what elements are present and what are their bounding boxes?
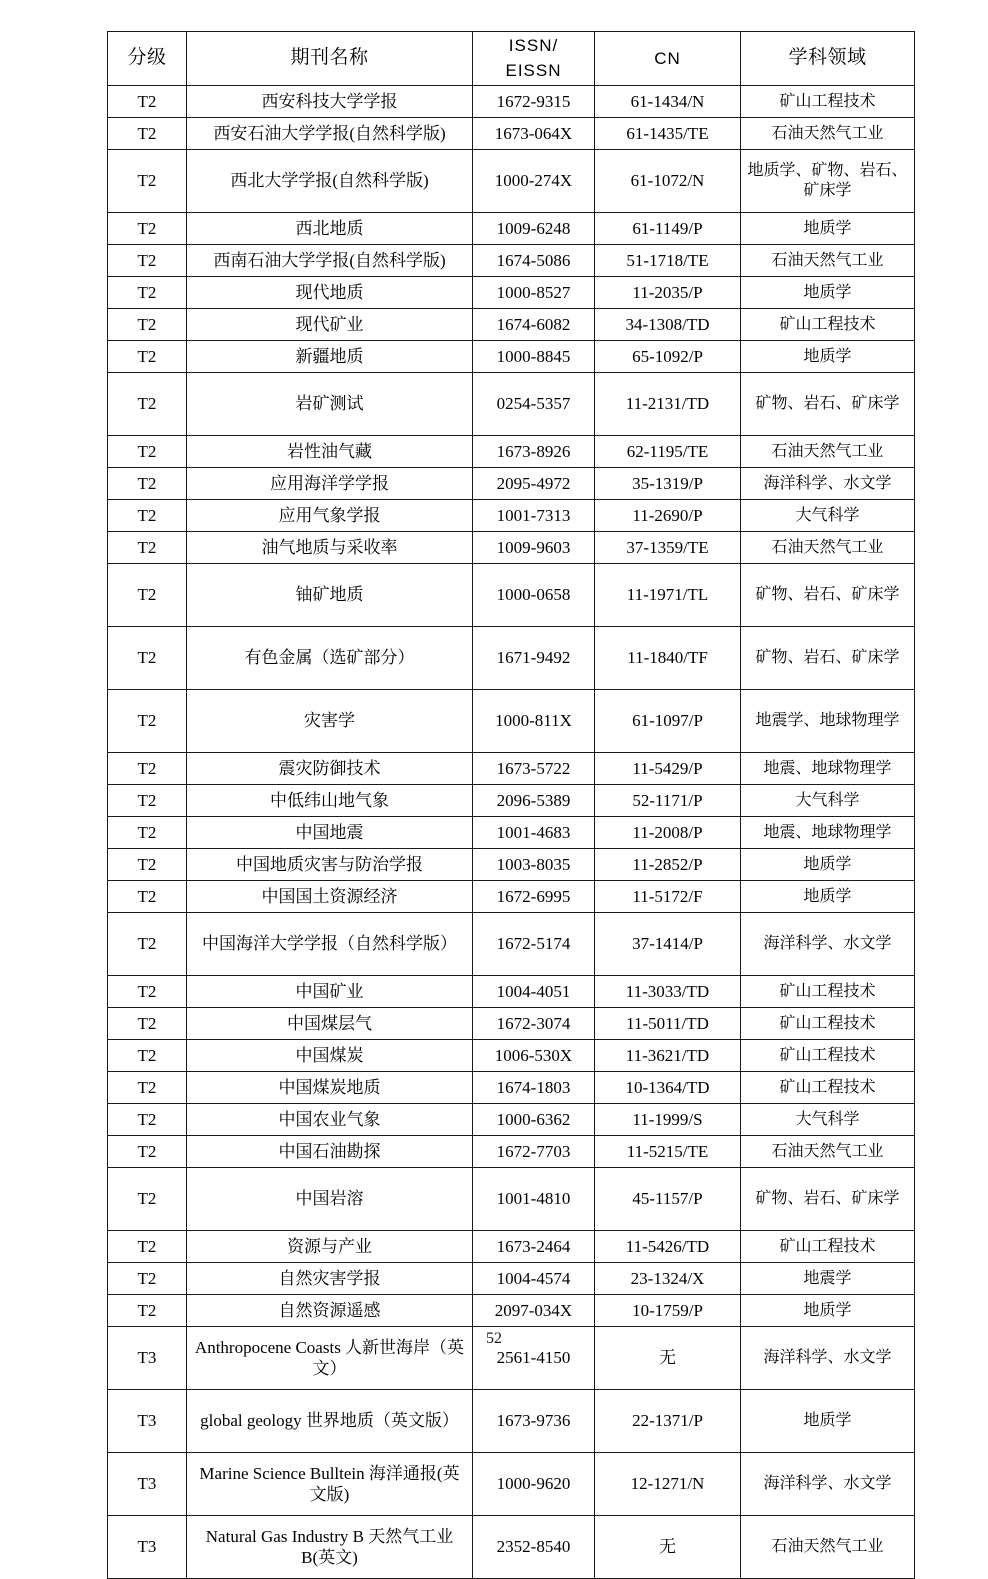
table-row	[108, 1008, 915, 1040]
cell-issn: 1672-5174	[473, 913, 595, 976]
cell-journal-name: 现代矿业	[187, 309, 473, 341]
cell-journal-name: 中国国土资源经济	[187, 881, 473, 913]
cell-issn: 1000-274X	[473, 150, 595, 213]
cell-journal-name: 震灾防御技术	[187, 753, 473, 785]
table-row	[108, 1295, 915, 1327]
cell-field: 矿山工程技术	[741, 1072, 915, 1104]
cell-rank: T2	[108, 1136, 187, 1168]
cell-rank: T2	[108, 468, 187, 500]
cell-issn: 1673-5722	[473, 753, 595, 785]
cell-issn: 1672-7703	[473, 1136, 595, 1168]
cell-rank: T2	[108, 245, 187, 277]
cell-rank: T2	[108, 690, 187, 753]
cell-cn: 10-1364/TD	[595, 1072, 741, 1104]
table-row	[108, 564, 915, 627]
table-row	[108, 86, 915, 118]
cell-rank: T2	[108, 309, 187, 341]
cell-field: 地质学	[741, 1295, 915, 1327]
cell-issn: 2095-4972	[473, 468, 595, 500]
cell-journal-name: 自然灾害学报	[187, 1263, 473, 1295]
table-row	[108, 245, 915, 277]
table-row	[108, 1453, 915, 1516]
cell-cn: 无	[595, 1516, 741, 1579]
cell-field: 矿物、岩石、矿床学	[741, 627, 915, 690]
cell-journal-name: 新疆地质	[187, 341, 473, 373]
cell-field: 矿山工程技术	[741, 976, 915, 1008]
cell-cn: 61-1434/N	[595, 86, 741, 118]
cell-journal-name: 应用气象学报	[187, 500, 473, 532]
cell-field: 矿物、岩石、矿床学	[741, 373, 915, 436]
cell-rank: T2	[108, 1072, 187, 1104]
cell-issn: 1673-2464	[473, 1231, 595, 1263]
cell-rank: T2	[108, 341, 187, 373]
cell-cn: 61-1435/TE	[595, 118, 741, 150]
cell-field: 矿山工程技术	[741, 1231, 915, 1263]
cell-journal-name: 中国地震	[187, 817, 473, 849]
cell-rank: T2	[108, 1040, 187, 1072]
cell-rank: T2	[108, 1008, 187, 1040]
cell-field: 海洋科学、水文学	[741, 468, 915, 500]
cell-rank: T2	[108, 564, 187, 627]
cell-issn: 2096-5389	[473, 785, 595, 817]
cell-issn: 1001-7313	[473, 500, 595, 532]
cell-field: 地质学	[741, 1390, 915, 1453]
column-header-journal-name: 期刊名称	[187, 32, 473, 86]
cell-field: 大气科学	[741, 1104, 915, 1136]
column-header-issn	[473, 32, 595, 86]
cell-issn: 1000-811X	[473, 690, 595, 753]
cell-rank: T2	[108, 532, 187, 564]
table-row	[108, 468, 915, 500]
cell-field: 大气科学	[741, 500, 915, 532]
cell-cn: 51-1718/TE	[595, 245, 741, 277]
cell-issn: 1673-9736	[473, 1390, 595, 1453]
cell-issn: 1000-0658	[473, 564, 595, 627]
cell-cn: 52-1171/P	[595, 785, 741, 817]
cell-journal-name: 中国岩溶	[187, 1168, 473, 1231]
table-header	[108, 32, 915, 86]
table-row	[108, 1072, 915, 1104]
cell-issn: 1000-8845	[473, 341, 595, 373]
cell-journal-name: 中国煤炭地质	[187, 1072, 473, 1104]
table-row	[108, 373, 915, 436]
cell-rank: T2	[108, 1168, 187, 1231]
cell-cn: 11-3621/TD	[595, 1040, 741, 1072]
cell-cn: 11-2131/TD	[595, 373, 741, 436]
cell-journal-name: 中国海洋大学学报（自然科学版）	[187, 913, 473, 976]
table-row	[108, 1516, 915, 1579]
table-header-row	[108, 32, 915, 86]
cell-cn: 11-5429/P	[595, 753, 741, 785]
cell-issn: 1672-3074	[473, 1008, 595, 1040]
cell-journal-name: 资源与产业	[187, 1231, 473, 1263]
cell-issn: 1674-5086	[473, 245, 595, 277]
cell-cn: 11-2852/P	[595, 849, 741, 881]
table-row	[108, 627, 915, 690]
cell-issn: 1672-6995	[473, 881, 595, 913]
cell-issn: 2097-034X	[473, 1295, 595, 1327]
table-row	[108, 436, 915, 468]
cell-issn: 0254-5357	[473, 373, 595, 436]
cell-cn: 11-5172/F	[595, 881, 741, 913]
cell-journal-name: Anthropocene Coasts 人新世海岸（英文）	[187, 1327, 473, 1390]
cell-rank: T2	[108, 849, 187, 881]
cell-journal-name: 油气地质与采收率	[187, 532, 473, 564]
table-row	[108, 277, 915, 309]
cell-field: 地质学	[741, 341, 915, 373]
cell-field: 海洋科学、水文学	[741, 1453, 915, 1516]
table-body	[108, 86, 915, 1579]
cell-issn: 1009-6248	[473, 213, 595, 245]
cell-rank: T2	[108, 913, 187, 976]
cell-field: 地震、地球物理学	[741, 817, 915, 849]
cell-field: 地质学、矿物、岩石、矿床学	[741, 150, 915, 213]
cell-rank: T2	[108, 976, 187, 1008]
cell-field: 石油天然气工业	[741, 532, 915, 564]
cell-field: 石油天然气工业	[741, 245, 915, 277]
cell-cn: 11-1840/TF	[595, 627, 741, 690]
cell-issn: 2352-8540	[473, 1516, 595, 1579]
table-row	[108, 817, 915, 849]
table-row	[108, 1390, 915, 1453]
cell-cn: 45-1157/P	[595, 1168, 741, 1231]
cell-journal-name: 中国煤层气	[187, 1008, 473, 1040]
cell-journal-name: 岩矿测试	[187, 373, 473, 436]
cell-issn: 1000-6362	[473, 1104, 595, 1136]
cell-rank: T2	[108, 1295, 187, 1327]
table-row	[108, 309, 915, 341]
cell-rank: T2	[108, 753, 187, 785]
cell-issn: 2561-4150	[473, 1327, 595, 1390]
table-row	[108, 500, 915, 532]
cell-journal-name: Marine Science Bulltein 海洋通报(英文版)	[187, 1453, 473, 1516]
cell-issn: 1673-8926	[473, 436, 595, 468]
table-row	[108, 849, 915, 881]
cell-journal-name: 西安石油大学学报(自然科学版)	[187, 118, 473, 150]
cell-cn: 11-3033/TD	[595, 976, 741, 1008]
page-number: 52	[486, 1330, 502, 1347]
cell-issn: 1674-1803	[473, 1072, 595, 1104]
cell-rank: T2	[108, 277, 187, 309]
table-row	[108, 881, 915, 913]
cell-field: 矿山工程技术	[741, 86, 915, 118]
table-row	[108, 753, 915, 785]
cell-cn: 11-2690/P	[595, 500, 741, 532]
cell-cn: 61-1149/P	[595, 213, 741, 245]
cell-issn: 1004-4051	[473, 976, 595, 1008]
cell-rank: T3	[108, 1327, 187, 1390]
cell-rank: T2	[108, 881, 187, 913]
table-row	[108, 341, 915, 373]
table-row	[108, 1136, 915, 1168]
table-row	[108, 1040, 915, 1072]
cell-field: 地震、地球物理学	[741, 753, 915, 785]
cell-field: 地质学	[741, 849, 915, 881]
cell-cn: 61-1072/N	[595, 150, 741, 213]
cell-journal-name: 自然资源遥感	[187, 1295, 473, 1327]
cell-field: 海洋科学、水文学	[741, 913, 915, 976]
table-row	[108, 118, 915, 150]
cell-field: 矿山工程技术	[741, 1008, 915, 1040]
cell-issn: 1001-4810	[473, 1168, 595, 1231]
cell-cn: 11-5215/TE	[595, 1136, 741, 1168]
cell-rank: T2	[108, 150, 187, 213]
cell-issn: 1006-530X	[473, 1040, 595, 1072]
cell-cn: 61-1097/P	[595, 690, 741, 753]
cell-cn: 11-5011/TD	[595, 1008, 741, 1040]
table-row	[108, 1263, 915, 1295]
cell-field: 石油天然气工业	[741, 1136, 915, 1168]
table-row	[108, 976, 915, 1008]
cell-issn: 1000-9620	[473, 1453, 595, 1516]
table-row	[108, 913, 915, 976]
cell-rank: T2	[108, 627, 187, 690]
cell-field: 石油天然气工业	[741, 118, 915, 150]
cell-journal-name: 岩性油气藏	[187, 436, 473, 468]
table-row	[108, 785, 915, 817]
cell-journal-name: 西北地质	[187, 213, 473, 245]
cell-cn: 11-5426/TD	[595, 1231, 741, 1263]
cell-journal-name: 中国矿业	[187, 976, 473, 1008]
cell-issn: 1004-4574	[473, 1263, 595, 1295]
cell-rank: T3	[108, 1390, 187, 1453]
cell-issn: 1000-8527	[473, 277, 595, 309]
cell-field: 地质学	[741, 881, 915, 913]
cell-rank: T2	[108, 1104, 187, 1136]
cell-journal-name: 中国地质灾害与防治学报	[187, 849, 473, 881]
cell-cn: 23-1324/X	[595, 1263, 741, 1295]
cell-issn: 1003-8035	[473, 849, 595, 881]
cell-cn: 11-2008/P	[595, 817, 741, 849]
cell-field: 矿物、岩石、矿床学	[741, 564, 915, 627]
cell-rank: T2	[108, 118, 187, 150]
cell-rank: T3	[108, 1453, 187, 1516]
table-row	[108, 1104, 915, 1136]
cell-journal-name: 西南石油大学学报(自然科学版)	[187, 245, 473, 277]
table-row	[108, 690, 915, 753]
column-header-issn-line1: ISSN/	[508, 36, 559, 55]
column-header-field: 学科领域	[741, 32, 915, 86]
cell-field: 矿山工程技术	[741, 309, 915, 341]
cell-field: 海洋科学、水文学	[741, 1327, 915, 1390]
cell-cn: 22-1371/P	[595, 1390, 741, 1453]
cell-field: 地震学	[741, 1263, 915, 1295]
column-header-cn: CN	[595, 32, 741, 86]
cell-journal-name: 中低纬山地气象	[187, 785, 473, 817]
cell-cn: 37-1414/P	[595, 913, 741, 976]
cell-journal-name: 应用海洋学学报	[187, 468, 473, 500]
cell-field: 石油天然气工业	[741, 436, 915, 468]
cell-cn: 11-2035/P	[595, 277, 741, 309]
cell-issn: 1672-9315	[473, 86, 595, 118]
cell-journal-name: global geology 世界地质（英文版）	[187, 1390, 473, 1453]
cell-rank: T2	[108, 500, 187, 532]
cell-field: 地质学	[741, 213, 915, 245]
cell-journal-name: 现代地质	[187, 277, 473, 309]
cell-journal-name: Natural Gas Industry B 天然气工业 B(英文)	[187, 1516, 473, 1579]
cell-field: 地震学、地球物理学	[741, 690, 915, 753]
cell-rank: T2	[108, 86, 187, 118]
cell-cn: 34-1308/TD	[595, 309, 741, 341]
cell-cn: 11-1971/TL	[595, 564, 741, 627]
cell-journal-name: 灾害学	[187, 690, 473, 753]
cell-issn: 1009-9603	[473, 532, 595, 564]
cell-issn: 1001-4683	[473, 817, 595, 849]
cell-rank: T3	[108, 1516, 187, 1579]
table-row	[108, 213, 915, 245]
cell-rank: T2	[108, 817, 187, 849]
cell-journal-name: 有色金属（选矿部分）	[187, 627, 473, 690]
table-row	[108, 1231, 915, 1263]
cell-issn: 1671-9492	[473, 627, 595, 690]
column-header-issn-line2: EISSN	[505, 60, 562, 80]
table-row	[108, 1168, 915, 1231]
cell-field: 大气科学	[741, 785, 915, 817]
cell-rank: T2	[108, 1231, 187, 1263]
cell-cn: 62-1195/TE	[595, 436, 741, 468]
cell-field: 地质学	[741, 277, 915, 309]
cell-journal-name: 中国石油勘探	[187, 1136, 473, 1168]
cell-cn: 37-1359/TE	[595, 532, 741, 564]
cell-journal-name: 西北大学学报(自然科学版)	[187, 150, 473, 213]
cell-cn: 12-1271/N	[595, 1453, 741, 1516]
cell-cn: 11-1999/S	[595, 1104, 741, 1136]
cell-issn: 1673-064X	[473, 118, 595, 150]
cell-journal-name: 中国煤炭	[187, 1040, 473, 1072]
cell-rank: T2	[108, 213, 187, 245]
cell-journal-name: 铀矿地质	[187, 564, 473, 627]
table-row	[108, 150, 915, 213]
cell-rank: T2	[108, 373, 187, 436]
cell-cn: 35-1319/P	[595, 468, 741, 500]
cell-cn: 无	[595, 1327, 741, 1390]
cell-rank: T2	[108, 436, 187, 468]
cell-rank: T2	[108, 1263, 187, 1295]
cell-journal-name: 中国农业气象	[187, 1104, 473, 1136]
cell-cn: 65-1092/P	[595, 341, 741, 373]
cell-field: 矿山工程技术	[741, 1040, 915, 1072]
cell-field: 石油天然气工业	[741, 1516, 915, 1579]
column-header-rank: 分级	[108, 32, 187, 86]
cell-rank: T2	[108, 785, 187, 817]
cell-field: 矿物、岩石、矿床学	[741, 1168, 915, 1231]
cell-issn: 1674-6082	[473, 309, 595, 341]
table-row	[108, 532, 915, 564]
cell-journal-name: 西安科技大学学报	[187, 86, 473, 118]
cell-cn: 10-1759/P	[595, 1295, 741, 1327]
